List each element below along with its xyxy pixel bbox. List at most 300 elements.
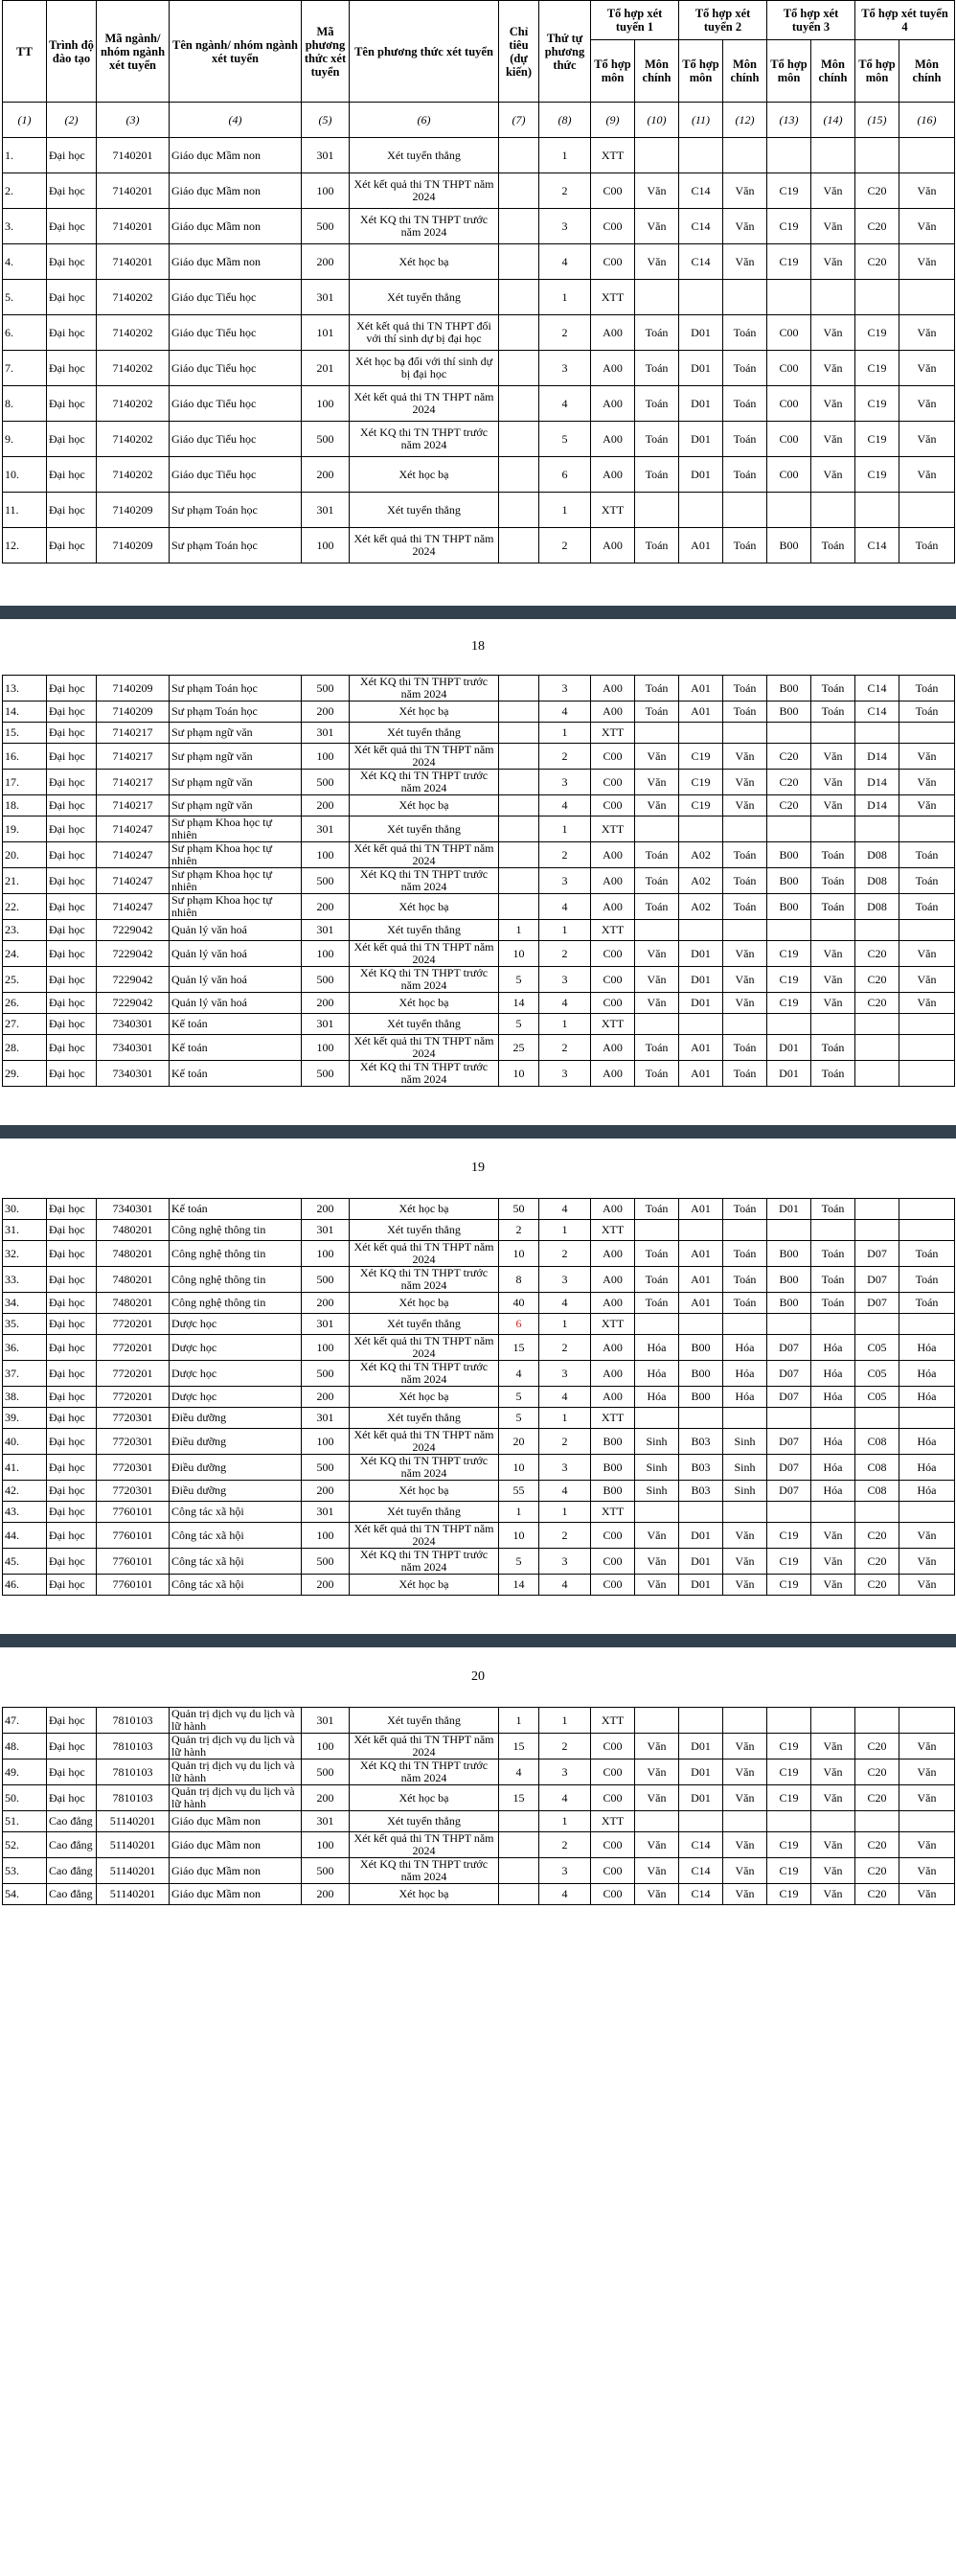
combo-1: A00 [591, 457, 635, 493]
major-code: 7140209 [97, 493, 170, 528]
combo-2: A02 [679, 842, 723, 868]
combo-3: C19 [767, 1549, 811, 1575]
combo-1: XTT [591, 1502, 635, 1523]
header-to-hop-mon: Tổ hợp môn [591, 40, 635, 103]
major-name: Quản lý văn hoá [170, 941, 302, 967]
training-level: Đại học [47, 816, 97, 842]
table-row [3, 422, 955, 457]
main-subject-4: Văn [899, 1734, 955, 1760]
main-subject-3: Hóa [811, 1481, 855, 1502]
table-row [3, 1241, 955, 1267]
main-subject-3 [811, 493, 855, 528]
method-name: Xét kết quả thi TN THPT năm 2024 [350, 744, 499, 770]
combo-1: A00 [591, 1199, 635, 1220]
training-level: Đại học [47, 770, 97, 795]
method-code: 200 [302, 1785, 350, 1811]
method-name: Xét học bạ [350, 993, 499, 1014]
main-subject-3: Văn [811, 1832, 855, 1858]
row-index: 41. [3, 1455, 47, 1481]
method-order: 4 [539, 1481, 591, 1502]
combo-4: D08 [855, 842, 899, 868]
header-to-hop-2: Tổ hợp xét tuyển 2 [679, 1, 767, 40]
main-subject-4: Toán [899, 894, 955, 920]
combo-1: C00 [591, 1858, 635, 1884]
major-name: Công tác xã hội [170, 1502, 302, 1523]
main-subject-1: Toán [635, 1199, 679, 1220]
training-level: Đại học [47, 351, 97, 386]
combo-1: XTT [591, 1314, 635, 1335]
main-subject-1: Toán [635, 842, 679, 868]
table-row [3, 244, 955, 280]
combo-2: D01 [679, 351, 723, 386]
method-name: Xét tuyển thẳng [350, 723, 499, 744]
table-row [3, 723, 955, 744]
major-code: 7760101 [97, 1575, 170, 1596]
quota [499, 493, 539, 528]
training-level: Đại học [47, 920, 97, 941]
main-subject-2: Hóa [723, 1335, 767, 1361]
training-level: Đại học [47, 1267, 97, 1293]
combo-4: C20 [855, 244, 899, 280]
table-row [3, 920, 955, 941]
table-row [3, 1549, 955, 1575]
row-index: 20. [3, 842, 47, 868]
method-name: Xét KQ thi TN THPT trước năm 2024 [350, 1267, 499, 1293]
combo-1: C00 [591, 244, 635, 280]
row-index: 22. [3, 894, 47, 920]
combo-1: A00 [591, 702, 635, 723]
main-subject-4: Văn [899, 173, 955, 209]
method-order: 3 [539, 1267, 591, 1293]
method-order: 3 [539, 1061, 591, 1087]
training-level: Đại học [47, 1549, 97, 1575]
major-name: Dược học [170, 1335, 302, 1361]
method-code: 301 [302, 1408, 350, 1429]
major-code: 7140217 [97, 795, 170, 816]
quota: 1 [499, 920, 539, 941]
combo-4: C20 [855, 1832, 899, 1858]
major-code: 7720201 [97, 1387, 170, 1408]
main-subject-2: Văn [723, 1884, 767, 1905]
method-name: Xét học bạ [350, 1884, 499, 1905]
combo-1: A00 [591, 351, 635, 386]
combo-2: B03 [679, 1481, 723, 1502]
major-code: 7229042 [97, 993, 170, 1014]
major-name: Công nghệ thông tin [170, 1267, 302, 1293]
combo-2: C19 [679, 795, 723, 816]
method-name: Xét kết quả thi TN THPT năm 2024 [350, 842, 499, 868]
combo-2: D01 [679, 1734, 723, 1760]
main-subject-4: Văn [899, 351, 955, 386]
row-index: 44. [3, 1523, 47, 1549]
main-subject-1 [635, 920, 679, 941]
major-name: Điều dưỡng [170, 1481, 302, 1502]
main-subject-4: Hóa [899, 1335, 955, 1361]
main-subject-3: Văn [811, 386, 855, 422]
major-name: Sư phạm Toán học [170, 676, 302, 702]
method-order: 1 [539, 1708, 591, 1734]
main-subject-1: Văn [635, 967, 679, 993]
page-separator [0, 1634, 956, 1647]
method-name: Xét tuyển thẳng [350, 138, 499, 173]
major-name: Dược học [170, 1387, 302, 1408]
table-row [3, 1832, 955, 1858]
quota [499, 1832, 539, 1858]
combo-1: XTT [591, 1014, 635, 1035]
major-name: Sư phạm Toán học [170, 702, 302, 723]
method-code: 301 [302, 920, 350, 941]
table-row [3, 744, 955, 770]
combo-4 [855, 816, 899, 842]
major-code: 7340301 [97, 1061, 170, 1087]
combo-4: C20 [855, 1549, 899, 1575]
combo-2: B00 [679, 1335, 723, 1361]
main-subject-3: Văn [811, 244, 855, 280]
combo-3: C00 [767, 386, 811, 422]
main-subject-3 [811, 1220, 855, 1241]
method-code: 100 [302, 1429, 350, 1455]
training-level: Đại học [47, 1708, 97, 1734]
table-row [3, 842, 955, 868]
quota: 15 [499, 1734, 539, 1760]
combo-4 [855, 280, 899, 315]
main-subject-1: Toán [635, 1293, 679, 1314]
combo-3 [767, 1014, 811, 1035]
major-name: Sư phạm Toán học [170, 528, 302, 564]
method-code: 500 [302, 1858, 350, 1884]
method-order: 4 [539, 1884, 591, 1905]
header-mon-chinh: Môn chính [723, 40, 767, 103]
method-code: 200 [302, 1387, 350, 1408]
main-subject-1: Văn [635, 1760, 679, 1785]
major-code: 7140209 [97, 528, 170, 564]
quota: 10 [499, 941, 539, 967]
training-level: Đại học [47, 1408, 97, 1429]
major-name: Kế toán [170, 1061, 302, 1087]
main-subject-1: Văn [635, 173, 679, 209]
combo-2: C14 [679, 244, 723, 280]
combo-4 [855, 1061, 899, 1087]
table-row [3, 1429, 955, 1455]
combo-1: XTT [591, 1708, 635, 1734]
training-level: Cao đẳng [47, 1884, 97, 1905]
main-subject-4 [899, 1811, 955, 1832]
row-index: 30. [3, 1199, 47, 1220]
training-level: Đại học [47, 941, 97, 967]
row-index: 45. [3, 1549, 47, 1575]
main-subject-4 [899, 280, 955, 315]
method-order: 2 [539, 842, 591, 868]
main-subject-2 [723, 1811, 767, 1832]
method-name: Xét KQ thi TN THPT trước năm 2024 [350, 1455, 499, 1481]
row-index: 11. [3, 493, 47, 528]
main-subject-3 [811, 920, 855, 941]
header-ten-nganh: Tên ngành/ nhóm ngành xét tuyển [170, 1, 302, 103]
major-name: Quản lý văn hoá [170, 920, 302, 941]
combo-1: A00 [591, 1293, 635, 1314]
method-name: Xét học bạ [350, 1481, 499, 1502]
combo-2: D01 [679, 1549, 723, 1575]
main-subject-1 [635, 1220, 679, 1241]
main-subject-4: Văn [899, 795, 955, 816]
table-row [3, 770, 955, 795]
main-subject-2: Hóa [723, 1361, 767, 1387]
quota [499, 280, 539, 315]
table-row [3, 993, 955, 1014]
training-level: Đại học [47, 280, 97, 315]
combo-3: B00 [767, 868, 811, 894]
main-subject-4: Văn [899, 315, 955, 351]
main-subject-2: Toán [723, 386, 767, 422]
major-code: 7140247 [97, 842, 170, 868]
method-code: 100 [302, 1832, 350, 1858]
main-subject-1: Văn [635, 795, 679, 816]
method-code: 101 [302, 315, 350, 351]
quota: 2 [499, 1220, 539, 1241]
quota: 50 [499, 1199, 539, 1220]
major-code: 7720301 [97, 1429, 170, 1455]
major-name: Giáo dục Tiểu học [170, 457, 302, 493]
combo-1: A00 [591, 1241, 635, 1267]
main-subject-2 [723, 1502, 767, 1523]
training-level: Đại học [47, 744, 97, 770]
major-name: Kế toán [170, 1199, 302, 1220]
combo-2: D01 [679, 457, 723, 493]
method-order: 4 [539, 1387, 591, 1408]
combo-2: B03 [679, 1429, 723, 1455]
combo-4: C19 [855, 457, 899, 493]
column-number: (16) [899, 103, 955, 138]
method-order: 1 [539, 493, 591, 528]
training-level: Đại học [47, 244, 97, 280]
quota [499, 138, 539, 173]
table-row [3, 1523, 955, 1549]
method-order: 2 [539, 1523, 591, 1549]
major-name: Giáo dục Mầm non [170, 1811, 302, 1832]
method-code: 500 [302, 1549, 350, 1575]
training-level: Đại học [47, 173, 97, 209]
method-name: Xét học bạ [350, 894, 499, 920]
main-subject-2: Văn [723, 795, 767, 816]
combo-1: XTT [591, 816, 635, 842]
combo-1: C00 [591, 795, 635, 816]
major-name: Điều dưỡng [170, 1408, 302, 1429]
method-order: 1 [539, 723, 591, 744]
header-to-hop-mon: Tổ hợp môn [679, 40, 723, 103]
training-level: Đại học [47, 967, 97, 993]
quota: 20 [499, 1429, 539, 1455]
combo-4 [855, 1035, 899, 1061]
main-subject-2: Toán [723, 702, 767, 723]
combo-4: D07 [855, 1267, 899, 1293]
major-code: 7340301 [97, 1199, 170, 1220]
row-index: 18. [3, 795, 47, 816]
training-level: Đại học [47, 528, 97, 564]
column-number: (12) [723, 103, 767, 138]
table-row [3, 1884, 955, 1905]
method-code: 100 [302, 1035, 350, 1061]
quota [499, 244, 539, 280]
combo-3: D01 [767, 1035, 811, 1061]
main-subject-4: Toán [899, 1293, 955, 1314]
admission-table-page-18 [2, 675, 955, 1087]
main-subject-4 [899, 920, 955, 941]
combo-4: C08 [855, 1429, 899, 1455]
combo-4: C14 [855, 702, 899, 723]
combo-2: C14 [679, 1832, 723, 1858]
combo-2: D01 [679, 967, 723, 993]
method-order: 2 [539, 744, 591, 770]
combo-3 [767, 1220, 811, 1241]
major-name: Giáo dục Tiểu học [170, 351, 302, 386]
major-code: 7140217 [97, 723, 170, 744]
table-row [3, 1387, 955, 1408]
combo-2: C14 [679, 173, 723, 209]
main-subject-3: Toán [811, 1199, 855, 1220]
quota: 1 [499, 1502, 539, 1523]
page-number: 19 [471, 1161, 485, 1175]
main-subject-3: Toán [811, 702, 855, 723]
main-subject-3: Toán [811, 868, 855, 894]
main-subject-1: Toán [635, 1241, 679, 1267]
combo-1: C00 [591, 1549, 635, 1575]
method-order: 1 [539, 1811, 591, 1832]
header-ten-ptxt: Tên phương thức xét tuyển [350, 1, 499, 103]
row-index: 33. [3, 1267, 47, 1293]
combo-2: A01 [679, 1241, 723, 1267]
quota: 4 [499, 1361, 539, 1387]
combo-2 [679, 1408, 723, 1429]
method-code: 200 [302, 1575, 350, 1596]
main-subject-2: Văn [723, 1785, 767, 1811]
method-order: 1 [539, 1314, 591, 1335]
method-name: Xét KQ thi TN THPT trước năm 2024 [350, 422, 499, 457]
training-level: Đại học [47, 894, 97, 920]
row-index: 19. [3, 816, 47, 842]
combo-1: A00 [591, 386, 635, 422]
quota [499, 702, 539, 723]
main-subject-3: Hóa [811, 1361, 855, 1387]
combo-2 [679, 816, 723, 842]
combo-1: XTT [591, 1408, 635, 1429]
method-name: Xét kết quả thi TN THPT năm 2024 [350, 1241, 499, 1267]
major-code: 7140202 [97, 422, 170, 457]
major-name: Quản trị dịch vụ du lịch và lữ hành [170, 1760, 302, 1785]
major-name: Công tác xã hội [170, 1575, 302, 1596]
row-index: 12. [3, 528, 47, 564]
training-level: Đại học [47, 1220, 97, 1241]
method-order: 6 [539, 457, 591, 493]
method-order: 1 [539, 1014, 591, 1035]
row-index: 1. [3, 138, 47, 173]
major-code: 7340301 [97, 1014, 170, 1035]
main-subject-3 [811, 1502, 855, 1523]
main-subject-3 [811, 1811, 855, 1832]
table-row [3, 1293, 955, 1314]
main-subject-3: Hóa [811, 1429, 855, 1455]
method-name: Xét tuyển thẳng [350, 1220, 499, 1241]
method-name: Xét tuyển thẳng [350, 1502, 499, 1523]
row-index: 15. [3, 723, 47, 744]
method-code: 500 [302, 770, 350, 795]
quota: 5 [499, 1408, 539, 1429]
main-subject-2 [723, 816, 767, 842]
major-code: 51140201 [97, 1884, 170, 1905]
training-level: Đại học [47, 209, 97, 244]
main-subject-1: Văn [635, 744, 679, 770]
major-name: Công nghệ thông tin [170, 1220, 302, 1241]
main-subject-2: Sinh [723, 1429, 767, 1455]
row-index: 39. [3, 1408, 47, 1429]
column-number: (7) [499, 103, 539, 138]
major-code: 7760101 [97, 1549, 170, 1575]
main-subject-4: Văn [899, 457, 955, 493]
row-index: 46. [3, 1575, 47, 1596]
combo-2: D01 [679, 1785, 723, 1811]
main-subject-4 [899, 1708, 955, 1734]
method-name: Xét KQ thi TN THPT trước năm 2024 [350, 770, 499, 795]
combo-2: D01 [679, 941, 723, 967]
method-order: 4 [539, 1293, 591, 1314]
main-subject-2: Toán [723, 528, 767, 564]
combo-3: C20 [767, 770, 811, 795]
combo-3: C19 [767, 1523, 811, 1549]
main-subject-4: Văn [899, 422, 955, 457]
quota: 14 [499, 993, 539, 1014]
main-subject-3: Toán [811, 842, 855, 868]
method-name: Xét học bạ [350, 795, 499, 816]
combo-2: C19 [679, 744, 723, 770]
main-subject-2: Toán [723, 351, 767, 386]
main-subject-3: Văn [811, 1760, 855, 1785]
training-level: Đại học [47, 1014, 97, 1035]
major-name: Sư phạm ngữ văn [170, 744, 302, 770]
major-name: Giáo dục Tiểu học [170, 386, 302, 422]
main-subject-4: Toán [899, 528, 955, 564]
main-subject-1: Toán [635, 386, 679, 422]
quota: 10 [499, 1241, 539, 1267]
row-index: 4. [3, 244, 47, 280]
method-order: 2 [539, 1035, 591, 1061]
training-level: Đại học [47, 1335, 97, 1361]
major-name: Giáo dục Tiểu học [170, 315, 302, 351]
method-code: 500 [302, 209, 350, 244]
major-name: Dược học [170, 1361, 302, 1387]
combo-1: XTT [591, 723, 635, 744]
main-subject-3: Văn [811, 457, 855, 493]
main-subject-1: Toán [635, 1267, 679, 1293]
method-order: 4 [539, 1575, 591, 1596]
table-row [3, 795, 955, 816]
combo-3: D07 [767, 1455, 811, 1481]
training-level: Đại học [47, 1199, 97, 1220]
admission-table-page-17 [2, 0, 955, 564]
main-subject-3: Văn [811, 1785, 855, 1811]
admission-table-page-19 [2, 1198, 955, 1596]
main-subject-2: Văn [723, 770, 767, 795]
main-subject-4: Hóa [899, 1481, 955, 1502]
main-subject-3 [811, 138, 855, 173]
combo-3: D07 [767, 1335, 811, 1361]
combo-3: C19 [767, 993, 811, 1014]
method-code: 100 [302, 941, 350, 967]
main-subject-1: Toán [635, 868, 679, 894]
major-name: Sư phạm ngữ văn [170, 795, 302, 816]
quota: 5 [499, 1549, 539, 1575]
major-code: 7140201 [97, 173, 170, 209]
combo-4: C19 [855, 386, 899, 422]
method-code: 100 [302, 1241, 350, 1267]
